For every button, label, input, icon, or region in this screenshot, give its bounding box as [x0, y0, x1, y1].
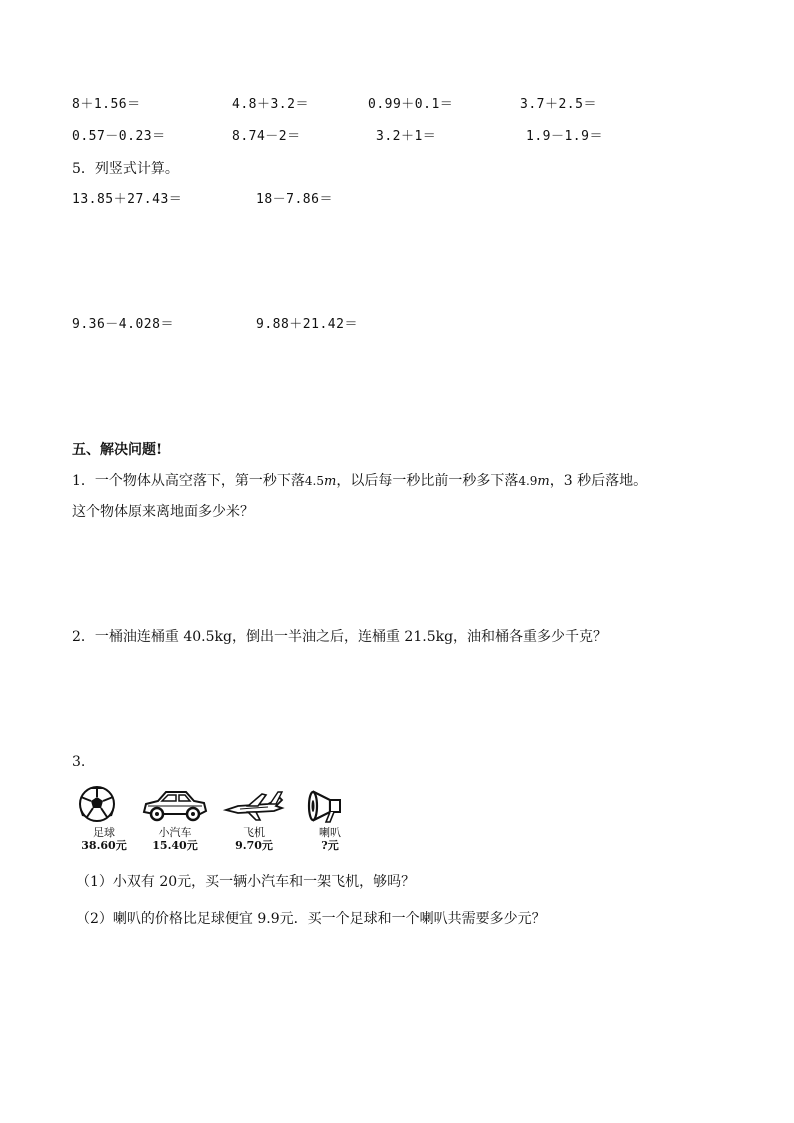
item-toy-car [140, 784, 210, 864]
equation: 1.9－1.9＝ [526, 129, 603, 144]
value: 4.5 [304, 474, 324, 488]
item-price: 38.60元 [81, 839, 127, 852]
question-3-sub-1: （1）小双有 20元，买一辆小汽车和一架飞机，够吗？ [76, 874, 416, 890]
equation: 0.99＋0.1＝ [368, 97, 454, 112]
question-3-sub-2: （2）喇叭的价格比足球便宜 9.9元．买一个足球和一个喇叭共需要多少元？ [76, 911, 546, 927]
question-text: 1．一个物体从高空落下，第一秒下落 [72, 473, 305, 489]
equation: 3.2＋1＝ [376, 129, 437, 144]
equation: 8＋1.56＝ [72, 97, 141, 112]
equation: 13.85＋27.43＝ [72, 192, 183, 207]
item-name: 喇叭 [319, 826, 341, 839]
question-heading: 5．列竖式计算。 [72, 161, 179, 177]
equation: 4.8＋3.2＝ [232, 97, 309, 112]
value: 4.9 [518, 474, 538, 488]
soccer-ball-icon [74, 784, 134, 826]
item-megaphone [300, 784, 360, 864]
question-text: ，3 秒后落地。 [549, 473, 648, 489]
equation: 3.7＋2.5＝ [520, 97, 597, 112]
equation: 0.57－0.23＝ [72, 129, 166, 144]
equation: 9.36－4.028＝ [72, 317, 174, 332]
price-items [74, 784, 364, 864]
item-price: 9.70元 [235, 839, 273, 852]
equation: 18－7.86＝ [256, 192, 333, 207]
question-text: ，以后每一秒比前一秒多下落 [336, 473, 519, 489]
item-price: 15.40元 [152, 839, 198, 852]
megaphone-icon [300, 784, 360, 826]
toy-car-icon [140, 784, 210, 826]
unit: m [537, 474, 550, 489]
question-1-line-2: 这个物体原来离地面多少米？ [72, 504, 254, 520]
unit: m [324, 474, 337, 489]
question-3-number: 3. [72, 754, 86, 770]
item-name: 飞机 [243, 826, 265, 839]
equation: 9.88＋21.42＝ [256, 317, 358, 332]
item-airplane [222, 784, 286, 864]
item-price: ?元 [321, 839, 339, 852]
item-soccer-ball [74, 784, 134, 864]
item-name: 足球 [93, 826, 115, 839]
equation: 8.74－2＝ [232, 129, 301, 144]
item-name: 小汽车 [158, 826, 192, 839]
question-1 [72, 472, 647, 491]
question-2: 2．一桶油连桶重 40.5kg，倒出一半油之后，连桶重 21.5kg，油和桶各重多少千克？ [72, 629, 608, 645]
section-title: 五、解决问题! [72, 442, 163, 458]
airplane-icon [222, 784, 286, 826]
